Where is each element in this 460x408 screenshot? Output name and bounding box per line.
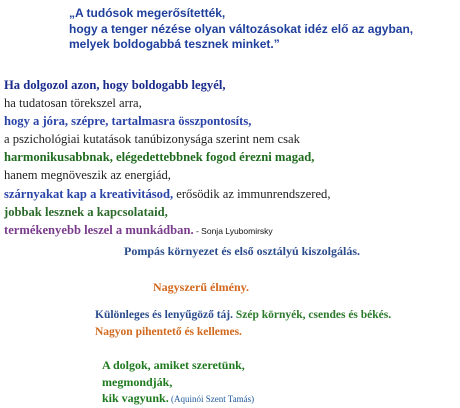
main-quote-line: ha tudatosan törekszel arra, — [4, 96, 142, 111]
main-quote-line — [4, 221, 330, 240]
main-quote-line: hogy a jóra, szépre, tartalmasra összpontosíts, — [4, 114, 252, 129]
main-quote-line — [4, 185, 330, 203]
top-quote — [69, 6, 413, 53]
closing-quote-line: A dolgok, amiket szeretünk, — [102, 358, 245, 372]
main-quote-fragment: szárnyakat kap a kreativitásod, — [4, 186, 174, 201]
closing-quote-source: (Aquinói Szent Tamás) — [168, 394, 255, 404]
landscape-line-part: Különleges és lenyűgöző táj. — [95, 309, 233, 321]
landscape-line — [95, 309, 391, 321]
top-quote-line: melyek boldogabbá tesznek minket.” — [69, 37, 280, 51]
main-quote-line: Ha dolgozol azon, hogy boldogabb legyél, — [4, 78, 226, 92]
closing-quote — [102, 357, 254, 408]
closing-quote-fragment: kik vagyunk. — [102, 391, 169, 405]
main-quote-fragment: erősödik az immunrendszered, — [173, 186, 331, 201]
top-quote-line: hogy a tenger nézése olyan változásokat idéz elő az agyban, — [69, 21, 414, 36]
main-quote — [4, 76, 330, 240]
main-quote-fragment: termékenyebb leszel a munkádban. — [4, 222, 194, 237]
closing-quote-line — [102, 390, 254, 408]
landscape-line-part: Szép környék, csendes és békés. — [233, 309, 392, 321]
main-quote-line: hanem megnöveszik az energiád, — [4, 168, 171, 183]
experience-line: Nagyszerű élmény. — [153, 280, 249, 294]
main-quote-line: harmonikusabbnak, elégedettebbnek fogod érezni magad, — [4, 150, 315, 165]
main-quote-line: jobbak lesznek a kapcsolataid, — [4, 204, 168, 219]
quote-author: - Sonja Lyubomirsky — [193, 225, 273, 236]
closing-quote-line: megmondják, — [102, 374, 173, 389]
main-quote-line: a pszichológiai kutatások tanúbizonysága szerint nem csak — [4, 132, 300, 147]
top-quote-line: „A tudósok megerősítették, — [69, 6, 226, 20]
environment-line: Pompás környezet és első osztályú kiszolgálás. — [124, 244, 360, 258]
rest-line: Nagyon pihentető és kellemes. — [95, 326, 242, 338]
